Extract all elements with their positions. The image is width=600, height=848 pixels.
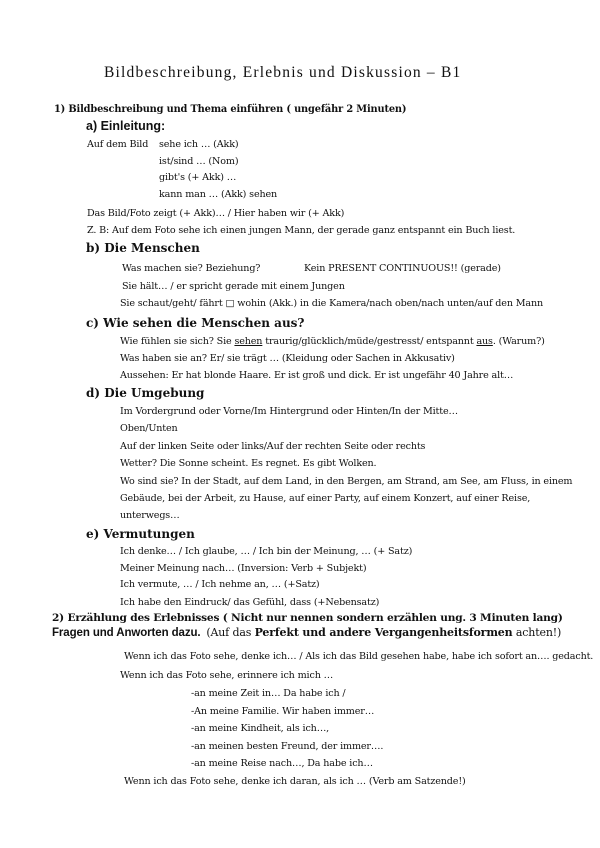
assumption-line: Ich habe den Eindruck/ das Gefühl, dass (+Nebensatz)	[120, 597, 380, 608]
story-line: Wenn ich das Foto sehe, denke ich… / Als ich das Bild gesehen habe, habe ich sofort an…. gedacht.	[124, 651, 594, 662]
surroundings-line: Wetter? Die Sonne scheint. Es regnet. Es gibt Wolken.	[120, 458, 377, 469]
surroundings-line: Oben/Unten	[120, 423, 178, 434]
story-item: -an meine Zeit in… Da habe ich /	[191, 688, 346, 699]
intro-example: Z. B: Auf dem Foto sehe ich einen jungen Mann, der gerade ganz entspannt ein Buch liest.	[87, 225, 516, 236]
surroundings-line: unterwegs…	[120, 510, 180, 521]
surroundings-line: Gebäude, bei der Arbeit, zu Hause, auf einer Party, auf einem Konzert, auf einer Reise,	[120, 493, 531, 504]
appearance-line: Was haben sie an? Er/ sie trägt … (Kleidung oder Sachen in Akkusativ)	[120, 353, 455, 364]
section2-subheading-text: (Auf das	[206, 626, 255, 639]
subheading-a: a) Einleitung:	[86, 119, 166, 133]
page-title: Bildbeschreibung, Erlebnis und Diskussion – B1	[104, 64, 462, 81]
people-line: Sie hält… / er spricht gerade mit einem Jungen	[122, 281, 345, 292]
people-note: Kein PRESENT CONTINUOUS!! (gerade)	[304, 263, 501, 274]
subheading-c: c) Wie sehen die Menschen aus?	[86, 316, 305, 330]
section2-subheading-bold: Fragen und Anworten dazu.	[52, 627, 201, 639]
intro-option: gibt's (+ Akk) …	[159, 172, 237, 183]
appearance-line: Aussehen: Er hat blonde Haare. Er ist groß und dick. Er ist ungefähr 40 Jahre alt…	[120, 370, 514, 381]
story-item: -an meine Reise nach…, Da habe ich…	[191, 758, 373, 769]
section2-subheading-text: achten!)	[512, 626, 562, 639]
appearance-underlined: aus	[476, 336, 493, 347]
assumption-line: Ich vermute, … / Ich nehme an, … (+Satz)	[120, 579, 320, 590]
story-line: Wenn ich das Foto sehe, erinnere ich mich …	[120, 670, 334, 681]
section2-subheading-emphasis: Perfekt und andere Vergangenheitsformen	[254, 626, 513, 639]
intro-option: sehe ich … (Akk)	[159, 139, 239, 150]
appearance-line	[120, 336, 545, 348]
intro-option: kann man … (Akk) sehen	[159, 189, 278, 200]
surroundings-line: Wo sind sie? In der Stadt, auf dem Land, in den Bergen, am Strand, am See, am Fluss, in einem	[120, 476, 573, 487]
section1-heading: 1) Bildbeschreibung und Thema einführen ( ungefähr 2 Minuten)	[54, 104, 407, 115]
section2-subheading	[52, 626, 561, 641]
appearance-text: Wie fühlen sie sich? Sie	[120, 336, 235, 347]
surroundings-line: Auf der linken Seite oder links/Auf der rechten Seite oder rechts	[120, 441, 426, 452]
story-item: -an meine Kindheit, als ich…,	[191, 723, 330, 734]
intro-option: ist/sind … (Nom)	[159, 156, 239, 167]
people-line: Sie schaut/geht/ fährt □ wohin (Akk.) in die Kamera/nach oben/nach unten/auf den Mann	[120, 298, 544, 309]
section2-heading: 2) Erzählung des Erlebnisses ( Nicht nur nennen sondern erzählen ung. 3 Minuten lang)	[52, 612, 563, 624]
appearance-text: traurig/glücklich/müde/gestresst/ entspannt	[262, 336, 477, 347]
appearance-text: . (Warum?)	[492, 336, 545, 347]
people-question: Was machen sie? Beziehung?	[122, 263, 261, 274]
surroundings-line: Im Vordergrund oder Vorne/Im Hintergrund oder Hinten/In der Mitte…	[120, 406, 458, 417]
appearance-underlined: sehen	[234, 336, 263, 347]
story-item: -An meine Familie. Wir haben immer…	[191, 706, 375, 717]
story-item: -an meinen besten Freund, der immer….	[191, 741, 384, 752]
intro-line: Das Bild/Foto zeigt (+ Akk)… / Hier haben wir (+ Akk)	[87, 208, 345, 219]
assumption-line: Meiner Meinung nach… (Inversion: Verb + Subjekt)	[120, 563, 367, 574]
subheading-e: e) Vermutungen	[86, 527, 195, 541]
subheading-b: b) Die Menschen	[86, 241, 200, 255]
story-line: Wenn ich das Foto sehe, denke ich daran, als ich … (Verb am Satzende!)	[124, 776, 466, 787]
assumption-line: Ich denke… / Ich glaube, … / Ich bin der Meinung, … (+ Satz)	[120, 546, 413, 557]
intro-lead: Auf dem Bild	[87, 139, 149, 150]
subheading-d: d) Die Umgebung	[86, 386, 205, 400]
